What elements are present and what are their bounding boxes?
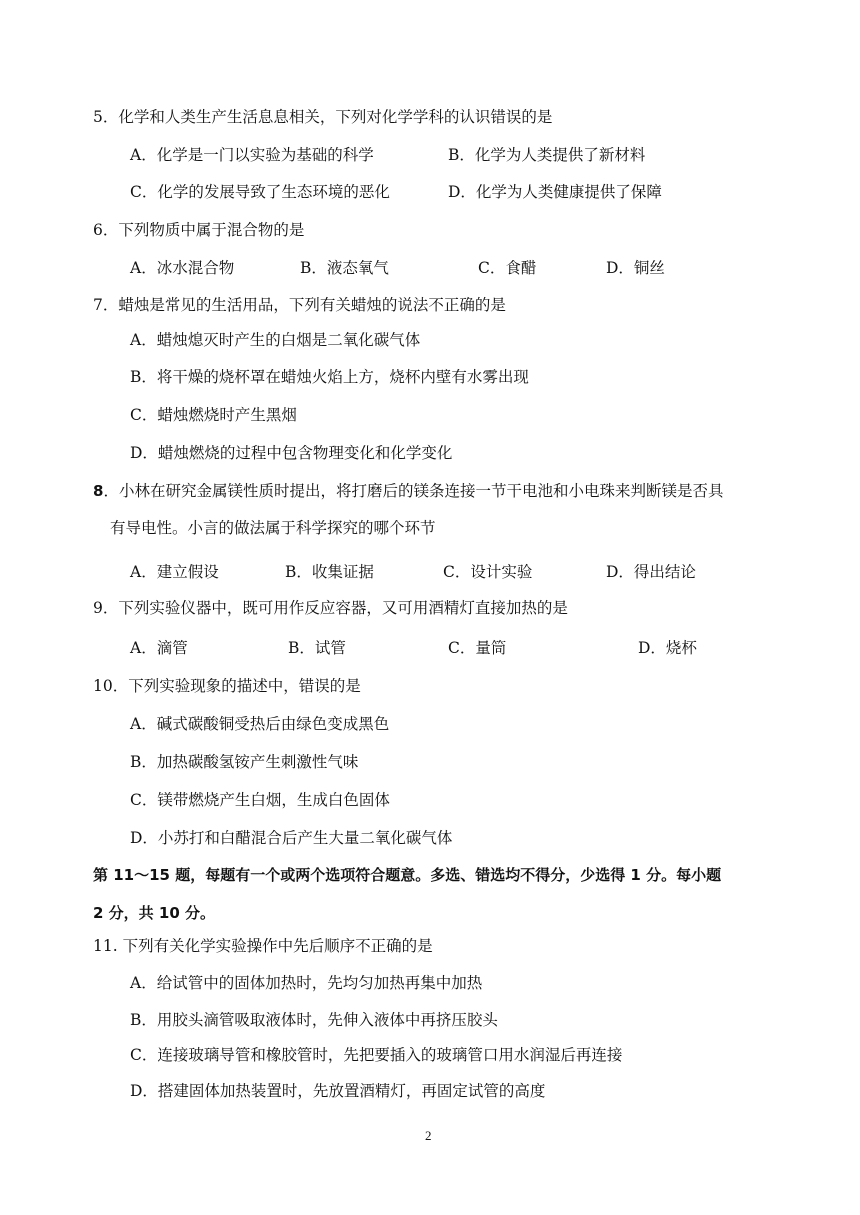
q8-stem-line1 (93, 481, 723, 501)
q5-option-a: A．化学是一门以实验为基础的科学 (130, 146, 374, 164)
q8-number: 8 (93, 482, 104, 500)
q8-option-b: B．收集证据 (285, 563, 374, 581)
q11-option-a: A．给试管中的固体加热时，先均匀加热再集中加热 (130, 974, 483, 992)
q6-stem: 6．下列物质中属于混合物的是 (93, 221, 305, 239)
q11-stem: 11. 下列有关化学实验操作中先后顺序不正确的是 (93, 937, 433, 955)
q8-option-d: D．得出结论 (606, 563, 696, 581)
q8-option-c: C．设计实验 (443, 563, 533, 581)
q7-option-b: B．将干燥的烧杯罩在蜡烛火焰上方，烧杯内壁有水雾出现 (130, 368, 529, 386)
page-number: 2 (425, 1128, 432, 1143)
q7-option-c: C．蜡烛燃烧时产生黑烟 (130, 406, 297, 424)
q10-option-a: A．碱式碳酸铜受热后由绿色变成黑色 (130, 715, 390, 733)
section-instructions-line1: 第 11～15 题，每题有一个或两个选项符合题意。多选、错选均不得分，少选得 1 分。每小题 (93, 866, 722, 884)
q7-stem: 7．蜡烛是常见的生活用品，下列有关蜡烛的说法不正确的是 (93, 296, 506, 314)
q9-option-b: B．试管 (288, 639, 346, 657)
q5-option-c: C．化学的发展导致了生态环境的恶化 (130, 183, 390, 201)
q7-option-a: A．蜡烛熄灭时产生的白烟是二氧化碳气体 (130, 331, 421, 349)
q10-option-b: B．加热碳酸氢铵产生刺激性气味 (130, 753, 359, 771)
q10-option-c: C．镁带燃烧产生白烟，生成白色固体 (130, 791, 390, 809)
q5-option-d: D．化学为人类健康提供了保障 (448, 183, 662, 201)
q9-option-c: C．量筒 (448, 639, 507, 657)
q10-option-d: D．小苏打和白醋混合后产生大量二氧化碳气体 (130, 829, 453, 847)
q10-stem: 10．下列实验现象的描述中，错误的是 (93, 677, 361, 695)
q5-option-b: B．化学为人类提供了新材料 (448, 146, 646, 164)
q9-option-d: D．烧杯 (638, 639, 697, 657)
q11-option-b: B．用胶头滴管吸取液体时，先伸入液体中再挤压胶头 (130, 1011, 498, 1029)
q6-option-d: D．铜丝 (606, 259, 665, 277)
q8-option-a: A．建立假设 (130, 563, 219, 581)
q6-option-c: C．食醋 (478, 259, 537, 277)
q5-stem: 5．化学和人类生产生活息息相关，下列对化学学科的认识错误的是 (93, 108, 553, 126)
q8-stem-line2: 有导电性。小言的做法属于科学探究的哪个环节 (110, 519, 436, 537)
q6-option-a: A．冰水混合物 (130, 259, 235, 277)
q9-option-a: A．滴管 (130, 639, 188, 657)
q8-stem-text: ．小林在研究金属镁性质时提出，将打磨后的镁条连接一节干电池和小电珠来判断镁是否具 (103, 482, 724, 500)
q11-option-c: C．连接玻璃导管和橡胶管时，先把要插入的玻璃管口用水润湿后再连接 (130, 1046, 623, 1064)
q7-option-d: D．蜡烛燃烧的过程中包含物理变化和化学变化 (130, 444, 453, 462)
q11-option-d: D．搭建固体加热装置时，先放置酒精灯，再固定试管的高度 (130, 1082, 546, 1100)
section-instructions-line2: 2 分，共 10 分。 (93, 904, 215, 922)
q6-option-b: B．液态氧气 (300, 259, 389, 277)
q9-stem: 9．下列实验仪器中，既可用作反应容器，又可用酒精灯直接加热的是 (93, 599, 568, 617)
